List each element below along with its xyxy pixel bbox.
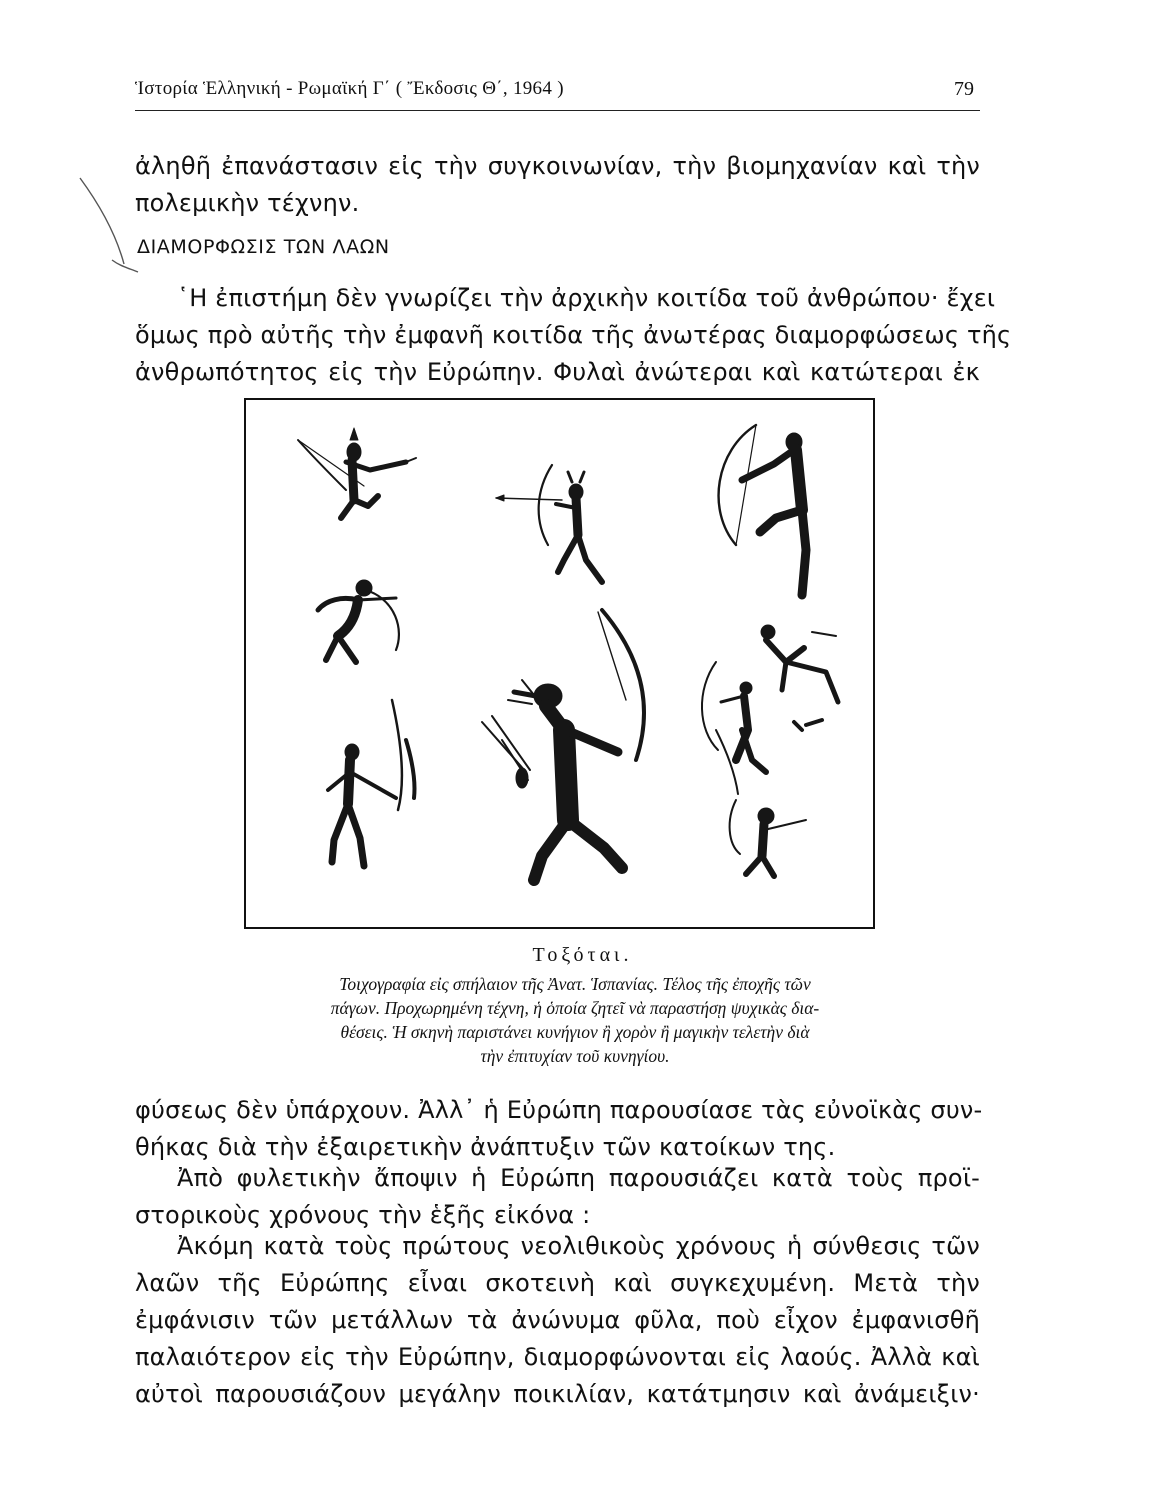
running-title: Ἱστορία Ἑλληνική - Ρωμαϊκή Γ΄ ( Ἔκδοσις Θ΄, 1964 ) [135, 78, 564, 99]
figure-title: Τοξόται. [532, 944, 633, 966]
dancer-figure-bottom-left [328, 700, 415, 866]
archer-figure-top-right [719, 425, 806, 595]
section-heading: ΔΙΑΜΟΡΦΩΣΙΣ ΤΩΝ ΛΑΩΝ [137, 236, 390, 258]
text-line: λαῶν τῆς Εὐρώπης εἶναι σκοτεινὴ καὶ συγκεχυμένη. Μετὰ τὴν [135, 1269, 980, 1297]
text-line: στορικοὺς χρόνους τὴν ἑξῆς εἰκόνα : [135, 1201, 591, 1229]
text-line: πολεμικὴν τέχνην. [135, 189, 360, 217]
paragraph-4 [135, 1160, 980, 1234]
central-hunter-figure [482, 610, 644, 880]
archer-figure-top-left [298, 428, 416, 518]
cave-painting-figure [244, 398, 875, 929]
caption-line: πάγων. Προχωρημένη τέχνη, ἡ ὁποία ζητεῖ νὰ παραστήσῃ ψυχικὰς δια- [330, 998, 820, 1018]
paragraph-5 [135, 1228, 980, 1413]
running-header [135, 76, 980, 111]
text-line: αὐτοὶ παρουσιάζουν μεγάλην ποικιλίαν, κατάτμησιν καὶ ἀνάμειξιν· [135, 1380, 980, 1408]
paragraph-3 [135, 1092, 983, 1166]
archer-figure-top-middle [496, 465, 602, 582]
archer-figure-right-middle [702, 625, 838, 794]
text-line: Ἀπὸ φυλετικὴν ἄποψιν ἡ Εὐρώπη παρουσιάζει κατὰ τοὺς προϊ- [177, 1164, 980, 1192]
paragraph-1 [135, 148, 980, 222]
text-line: ἀληθῆ ἐπανάστασιν εἰς τὴν συγκοινωνίαν, τὴν βιομηχανίαν καὶ τὴν [135, 152, 980, 180]
text-line: θήκας διὰ τὴν ἐξαιρετικὴν ἀνάπτυξιν τῶν κατοίκων της. [135, 1133, 836, 1161]
paragraph-2 [135, 280, 1012, 391]
page-number: 79 [954, 78, 974, 100]
text-line: ἀνθρωπότητος εἰς τὴν Εὐρώπην. Φυλαὶ ἀνώτεραι καὶ κατώτεραι ἐκ [135, 358, 980, 386]
margin-pen-mark [72, 168, 142, 298]
text-line: ῾Η ἐπιστήμη δὲν γνωρίζει τὴν ἀρχικὴν κοιτίδα τοῦ ἀνθρώπου· ἔχει [177, 284, 996, 312]
caption-line: τὴν ἐπιτυχίαν τοῦ κυνηγίου. [480, 1046, 670, 1066]
text-line: ὅμως πρὸ αὐτῆς τὴν ἐμφανῆ κοιτίδα τῆς ἀνωτέρας διαμορφώσεως τῆς [135, 321, 1012, 349]
archer-figure-bottom-right [730, 800, 806, 876]
text-line: Ἀκόμη κατὰ τοὺς πρώτους νεολιθικοὺς χρόνους ἡ σύνθεσις τῶν [177, 1232, 980, 1260]
text-line: παλαιότερον εἰς τὴν Εὐρώπην, διαμορφώνονται εἰς λαούς. Ἀλλὰ καὶ [135, 1343, 980, 1371]
caption-line: θέσεις. Ἡ σκηνὴ παριστάνει κυνήγιον ἢ χορὸν ἢ μαγικὴν τελετὴν διὰ [340, 1022, 810, 1042]
text-line: φύσεως δὲν ὑπάρχουν. Ἀλλ᾿ ἡ Εὐρώπη παρουσίασε τὰς εὐνοϊκὰς συν- [135, 1096, 983, 1124]
archer-figure-left-middle [318, 580, 399, 662]
figure-caption [228, 972, 922, 1068]
caption-line: Τοιχογραφία εἰς σπήλαιον τῆς Ἀνατ. Ἱσπανίας. Τέλος τῆς ἐποχῆς τῶν [339, 974, 811, 994]
archers-illustration [246, 400, 872, 926]
text-line: ἐμφάνισιν τῶν μετάλλων τὰ ἀνώνυμα φῦλα, ποὺ εἶχον ἐμφανισθῆ [135, 1306, 980, 1334]
